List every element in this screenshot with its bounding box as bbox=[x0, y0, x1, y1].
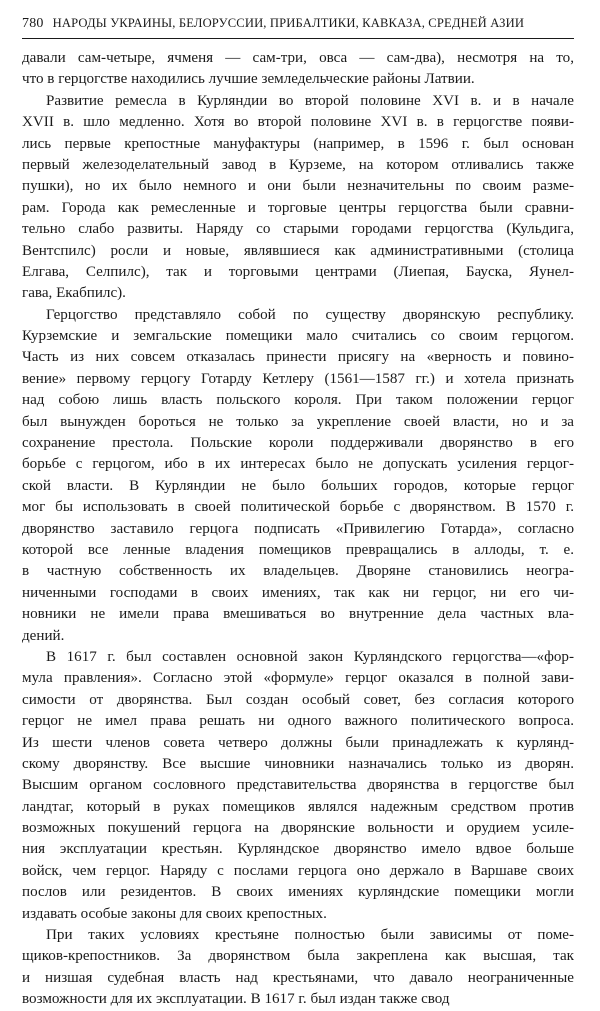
running-title: НАРОДЫ УКРАИНЫ, БЕЛОРУССИИ, ПРИБАЛТИКИ, КАВКАЗА, СРЕДНЕЙ АЗИИ bbox=[52, 16, 525, 30]
text-line: Вентспилс) росли и новые, являвшиеся как административными (столица bbox=[22, 242, 574, 259]
page-header bbox=[22, 14, 574, 36]
text-line: был вынужден бороться не только за укрепление своей власти, но и за bbox=[22, 413, 574, 430]
text-line: Развитие ремесла в Курляндии во второй половине XVI в. и в начале bbox=[46, 92, 574, 109]
header-rule bbox=[22, 38, 574, 39]
text-line: возможности для их эксплуатации. В 1617 г. был издан также свод bbox=[22, 991, 450, 1008]
text-line: сохранение престола. Польские короли поддерживали дворянство в его bbox=[22, 435, 574, 452]
text-line: Курземские и земгальские помещики мало считались со своим герцогом. bbox=[22, 328, 574, 345]
text-line: Высшим органом сословного представительства дворянства в герцогстве был bbox=[22, 777, 574, 794]
body-text bbox=[22, 48, 574, 1011]
text-line: новники не имели права вмешиваться во внутренние дела частных вла- bbox=[22, 606, 574, 623]
text-line: герцог не имел права решать ни одного важного политического вопроса. bbox=[22, 713, 574, 730]
text-line: войск, чем герцог. Наряду с послами герцога оно держало в Варшаве своих bbox=[22, 862, 574, 879]
text-line: симости от дворянства. Был создан особый совет, без согласия которого bbox=[22, 691, 574, 708]
text-line: дений. bbox=[22, 627, 65, 644]
text-line: что в герцогстве находились лучшие земледельческие районы Латвии. bbox=[22, 71, 475, 88]
text-line: скому дворянству. Все высшие чиновники назначались только из дворян. bbox=[22, 755, 574, 772]
text-line: давали сам-четыре, ячменя — сам-три, овса — сам-два), несмотря на то, bbox=[22, 50, 574, 66]
text-line: которой все ленные владения помещиков превращались в аллоды, т. е. bbox=[22, 541, 574, 558]
text-line: Часть из них совсем отказалась принести присягу на «верность и повино- bbox=[22, 349, 574, 366]
paragraph bbox=[22, 925, 574, 1011]
text-line: щиков-крепостников. За дворянством была закреплена как высшая, так bbox=[22, 948, 574, 965]
text-line: ниченными господами в своих имениях, так как ни герцог, ни его чи- bbox=[22, 584, 574, 601]
page-number: 780 bbox=[22, 16, 44, 31]
text-line: тельно слабо развиты. Наряду со старыми городами герцогства (Кульдига, bbox=[22, 221, 574, 238]
text-line: XVII в. шло медленно. Хотя во второй половине XVI в. в герцогстве появи- bbox=[22, 114, 574, 131]
text-line: лись первые крепостные мануфактуры (например, в 1596 г. был основан bbox=[22, 135, 574, 152]
text-line: гава, Екабпилс). bbox=[22, 285, 126, 302]
text-line: При таких условиях крестьяне полностью были зависимы от поме- bbox=[46, 927, 574, 944]
text-line: ния эксплуатации крестьян. Курляндское дворянство имело вдвое больше bbox=[22, 841, 574, 858]
text-line: возможных покушений герцога на дворянские вольности и орудием усиле- bbox=[22, 820, 574, 837]
paragraph bbox=[22, 305, 574, 647]
text-line: и низшая судебная власть над крестьянами, что давало неограниченные bbox=[22, 969, 574, 986]
text-line: Из шести членов совета четверо должны были принадлежать к курлянд- bbox=[22, 734, 574, 751]
text-line: послов или резидентов. В своих имениях курляндские помещики могли bbox=[22, 884, 574, 901]
paragraph bbox=[22, 91, 574, 305]
text-line: над собою лишь власть польского короля. При таком положении герцог bbox=[22, 392, 574, 409]
text-line: В 1617 г. был составлен основной закон Курляндского герцогства—«фор- bbox=[46, 648, 574, 665]
text-line: вение» первому герцогу Готарду Кетлеру (1561—1587 гг.) и хотела признать bbox=[22, 370, 574, 387]
text-line: первый железоделательный завод в Курземе, на котором отливались также bbox=[22, 156, 574, 173]
text-line: Герцогство представляло собой по существу дворянскую республику. bbox=[46, 306, 574, 323]
text-line: мула правления». Согласно этой «формуле» герцог оказался в полной зави- bbox=[22, 670, 574, 687]
book-page bbox=[22, 14, 574, 1011]
text-line: ской власти. В Курляндии не было больших городов, которые герцог bbox=[22, 477, 574, 494]
text-line: Елгава, Селпилс), так и торговыми центрами (Лиепая, Бауска, Яунел- bbox=[22, 263, 574, 280]
text-line: пушки), но их было немного и они были незначительны по своим разме- bbox=[22, 178, 574, 195]
text-line: борьбе с герцогом, ибо в их интересах было не допускать усиления герцог- bbox=[22, 456, 574, 473]
text-line: издавать особые законы для своих крепостных. bbox=[22, 905, 327, 922]
text-line: рам. Города как ремесленные и торговые центры герцогства были сравни- bbox=[22, 199, 574, 216]
paragraph bbox=[22, 647, 574, 925]
text-line: в частную собственность их владельцев. Дворяне становились неогра- bbox=[22, 563, 574, 580]
text-line: ландтаг, который в руках помещиков являлся надежным средством против bbox=[22, 798, 574, 815]
text-line: мог бы использовать в своей политической борьбе с дворянством. В 1570 г. bbox=[22, 499, 574, 516]
text-line: дворянство заставило герцога подписать «Привилегию Готарда», согласно bbox=[22, 520, 574, 537]
paragraph bbox=[22, 48, 574, 91]
